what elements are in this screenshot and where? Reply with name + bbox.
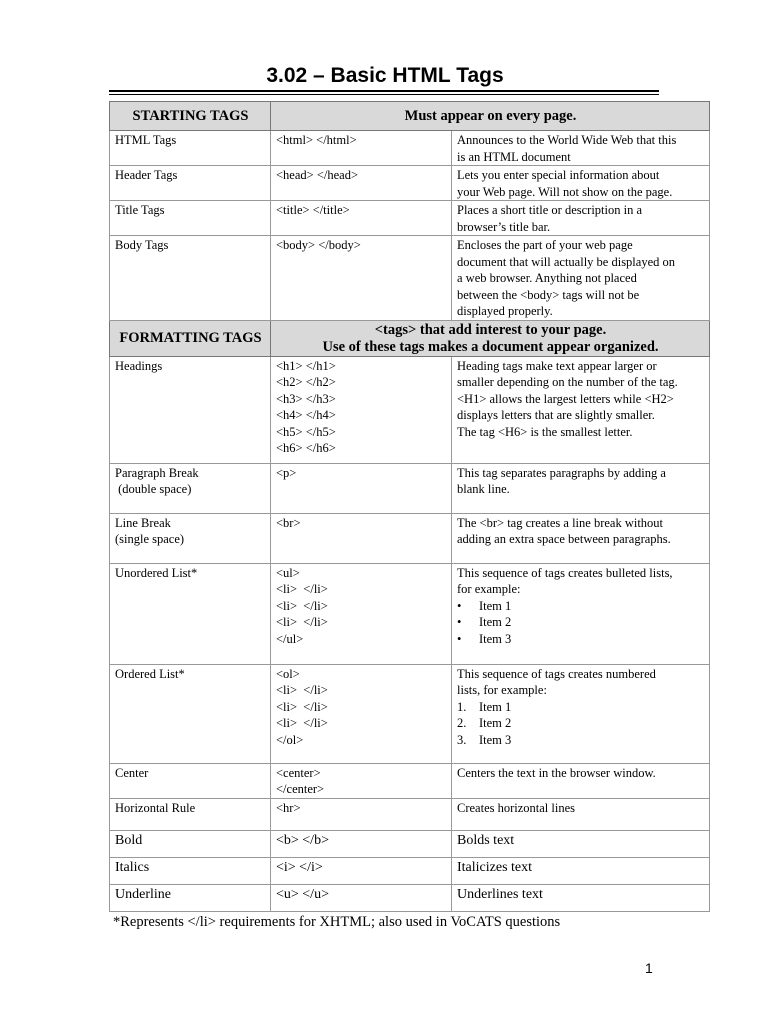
html-tags-table: [109, 101, 710, 912]
list-item: 1. Item 1: [457, 699, 512, 714]
tag-code: <center> </center>: [271, 763, 452, 798]
list-item: 2. Item 2: [457, 716, 512, 730]
tag-description: This sequence of tags creates bulleted lists, for example: • Item 1 • Item 2 • Item 3: [452, 563, 710, 664]
tag-description: Encloses the part of your web page document that will actually be displayed on a web browser. Anything not placed between the <body> tags will not be displayed properly.: [452, 236, 710, 321]
tag-name: Ordered List*: [110, 664, 271, 763]
table-row: [110, 830, 710, 857]
list-item: 3. Item 3: [457, 732, 512, 747]
table-row: [110, 131, 710, 166]
tag-code: <p>: [271, 463, 452, 513]
tag-code: <html> </html>: [271, 131, 452, 166]
section-header-starting: [110, 102, 710, 131]
tag-description: Lets you enter special information about your Web page. Will not show on the page.: [452, 166, 710, 201]
tag-description: Creates horizontal lines: [452, 798, 710, 830]
tag-code: <body> </body>: [271, 236, 452, 321]
tag-code: <hr>: [271, 798, 452, 830]
tag-description: Heading tags make text appear larger or smaller depending on the number of the tag. <H1> allows the largest letters while <H2> displays letters that are slightly smaller. The tag <H6> is the smallest letter.: [452, 356, 710, 463]
tag-description: Centers the text in the browser window.: [452, 763, 710, 798]
section-label: STARTING TAGS: [110, 102, 271, 131]
tag-name: Line Break (single space): [110, 513, 271, 563]
tag-description: Places a short title or description in a browser’s title bar.: [452, 201, 710, 236]
table-row: [110, 563, 710, 664]
tag-code: <b> </b>: [271, 830, 452, 857]
section-label: FORMATTING TAGS: [110, 320, 271, 356]
table-row: [110, 236, 710, 321]
table-row: [110, 798, 710, 830]
table-row: [110, 857, 710, 884]
tag-code: <title> </title>: [271, 201, 452, 236]
table-row: [110, 664, 710, 763]
tag-code: <head> </head>: [271, 166, 452, 201]
footnote: *Represents </li> requirements for XHTML; also used in VoCATS questions: [113, 914, 561, 930]
table-row: [110, 513, 710, 563]
tag-code: <ul> <li> </li> <li> </li> <li> </li> </ul>: [271, 563, 452, 664]
table-row: [110, 166, 710, 201]
tag-name: Horizontal Rule: [110, 798, 271, 830]
tag-name: Header Tags: [110, 166, 271, 201]
table-row: [110, 763, 710, 798]
tag-name: Title Tags: [110, 201, 271, 236]
tag-name: Underline: [110, 884, 271, 911]
tag-code: <br>: [271, 513, 452, 563]
tag-description: Italicizes text: [452, 857, 710, 884]
tag-description: This tag separates paragraphs by adding a blank line.: [452, 463, 710, 513]
list-item: • Item 1: [457, 598, 512, 613]
tag-code: <i> </i>: [271, 857, 452, 884]
table-row: [110, 356, 710, 463]
tag-name: Body Tags: [110, 236, 271, 321]
tag-description: The <br> tag creates a line break without adding an extra space between paragraphs.: [452, 513, 710, 563]
section-description: <tags> that add interest to your page. Use of these tags makes a document appear organized.: [271, 320, 710, 356]
table-row: [110, 884, 710, 911]
table-row: [110, 201, 710, 236]
section-description: Must appear on every page.: [271, 102, 710, 131]
tag-name: HTML Tags: [110, 131, 271, 166]
tag-code: <h1> </h1> <h2> </h2> <h3> </h3> <h4> </h4> <h5> </h5> <h6> </h6>: [271, 356, 452, 463]
tag-description: Underlines text: [452, 884, 710, 911]
tag-name: Unordered List*: [110, 563, 271, 664]
tag-code: <ol> <li> </li> <li> </li> <li> </li> </ol>: [271, 664, 452, 763]
tag-name: Bold: [110, 830, 271, 857]
tag-description: Announces to the World Wide Web that this is an HTML document: [452, 131, 710, 166]
tag-name: Italics: [110, 857, 271, 884]
list-item: • Item 2: [457, 615, 512, 629]
page-title: 3.02 – Basic HTML Tags: [266, 64, 504, 87]
tag-name: Paragraph Break (double space): [110, 463, 271, 513]
title-rule-thick: [109, 90, 659, 92]
tag-code: <u> </u>: [271, 884, 452, 911]
tag-description: Bolds text: [452, 830, 710, 857]
page-number: 1: [645, 960, 653, 976]
title-rule-thin: [109, 94, 659, 95]
tag-name: Headings: [110, 356, 271, 463]
section-header-formatting: [110, 320, 710, 356]
table-row: [110, 463, 710, 513]
tag-description: This sequence of tags creates numbered lists, for example: 1. Item 1 2. Item 2 3. Item 3: [452, 664, 710, 763]
list-item: • Item 3: [457, 631, 512, 646]
tag-name: Center: [110, 763, 271, 798]
